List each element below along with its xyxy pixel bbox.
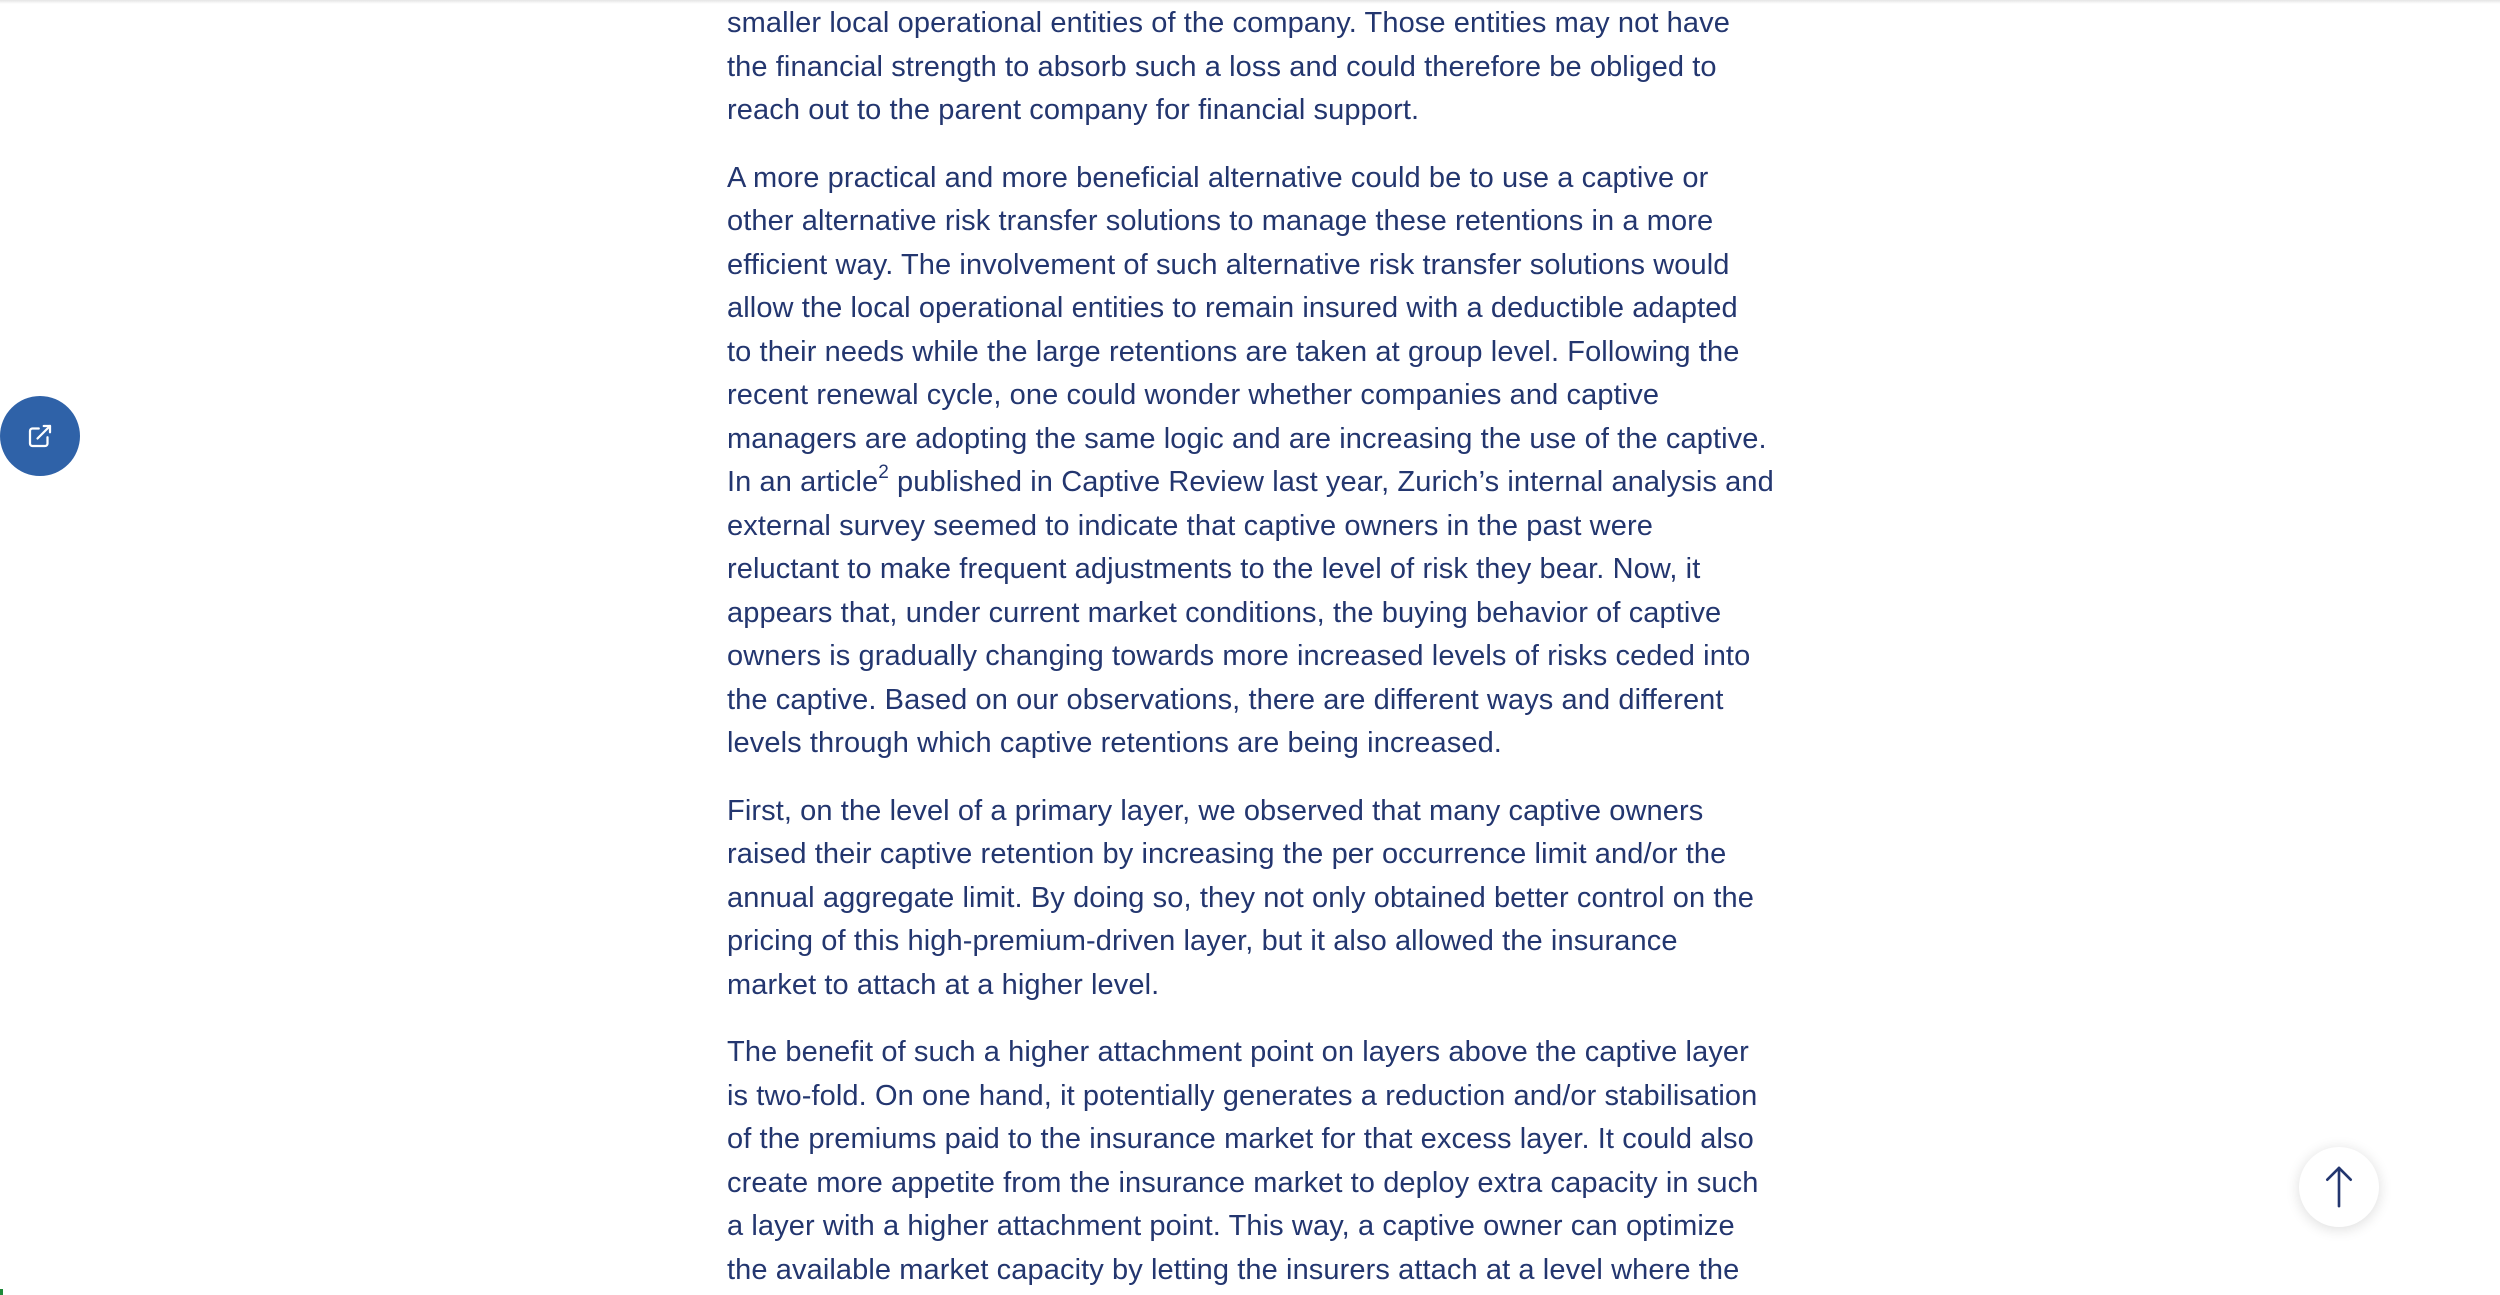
corner-indicator [0, 1289, 3, 1295]
text-line: The benefit of such a higher attachment point on layers above the captive layer [727, 1036, 1749, 1068]
text-line: the financial strength to absorb such a loss and could therefore be obliged to [727, 50, 1717, 83]
footnote-text-after: published in Captive Review last year, Zurich’s internal analysis and [888, 466, 1774, 498]
text-line: other alternative risk transfer solutions to manage these retentions in a more [727, 205, 1714, 237]
article-body [727, 0, 1787, 1295]
text-line: A more practical and more beneficial alternative could be to use a captive or [727, 161, 1709, 194]
text-line: the available market capacity by letting the insurers attach at a level where the [727, 1253, 1740, 1286]
text-line: smaller local operational entities of the company. Those entities may not have [727, 7, 1730, 39]
text-line: allow the local operational entities to remain insured with a deductible adapted [727, 292, 1738, 324]
text-line: levels through which captive retentions are being increased. [727, 727, 1502, 759]
text-line: create more appetite from the insurance market to deploy extra capacity in such [727, 1166, 1759, 1199]
arrow-up-icon [2324, 1165, 2354, 1209]
paragraph-4 [727, 1031, 1787, 1292]
share-button[interactable] [0, 396, 80, 476]
text-line: market to attach at a higher level. [727, 968, 1160, 1001]
text-line: owners is gradually changing towards more increased levels of risks ceded into [727, 640, 1751, 672]
text-line: to their needs while the large retentions are taken at group level. Following the [727, 335, 1740, 368]
text-line: is two-fold. On one hand, it potentially generates a reduction and/or stabilisation [727, 1079, 1758, 1112]
text-line: the captive. Based on our observations, there are different ways and different [727, 683, 1724, 716]
text-line: reluctant to make frequent adjustments to the level of risk they bear. Now, it [727, 553, 1701, 585]
text-line: efficient way. The involvement of such alternative risk transfer solutions would [727, 248, 1730, 281]
paragraph-3 [727, 790, 1787, 1008]
text-line: recent renewal cycle, one could wonder whether companies and captive [727, 379, 1660, 411]
text-line: raised their captive retention by increasing the per occurrence limit and/or the [727, 838, 1727, 870]
text-line: managers are adopting the same logic and are increasing the use of the captive. [727, 422, 1767, 455]
text-line: pricing of this high-premium-driven layer, but it also allowed the insurance [727, 925, 1678, 957]
text-line: appears that, under current market conditions, the buying behavior of captive [727, 596, 1722, 629]
text-line: of the premiums paid to the insurance market for that excess layer. It could also [727, 1123, 1754, 1155]
external-link-icon [25, 421, 55, 451]
footnote-text-before: In an article [727, 466, 879, 498]
text-line: external survey seemed to indicate that captive owners in the past were [727, 509, 1653, 542]
text-line: First, on the level of a primary layer, we observed that many captive owners [727, 794, 1704, 827]
text-line: reach out to the parent company for financial support. [727, 94, 1420, 126]
text-line: annual aggregate limit. By doing so, they not only obtained better control on the [727, 881, 1754, 914]
footnote-reference[interactable]: 2 [878, 462, 889, 484]
paragraph-1 [727, 2, 1787, 133]
text-line-with-footnote [727, 461, 1787, 505]
back-to-top-button[interactable] [2299, 1147, 2379, 1227]
text-line: a layer with a higher attachment point. This way, a captive owner can optimize [727, 1210, 1735, 1242]
paragraph-2 [727, 157, 1787, 766]
